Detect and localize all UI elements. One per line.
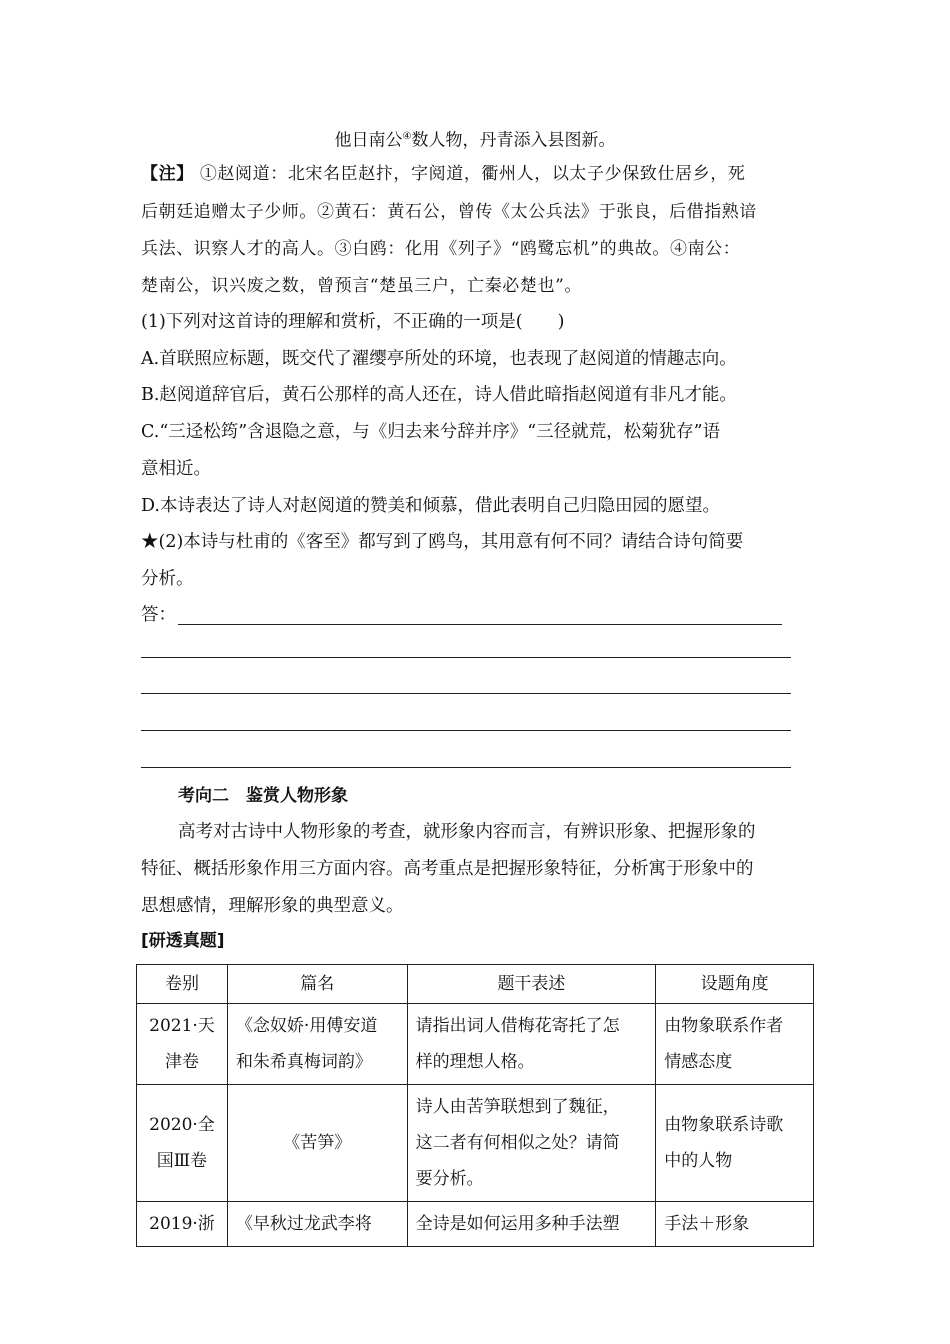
- answer-line-1[interactable]: [178, 624, 782, 625]
- answer-line-5[interactable]: [141, 767, 791, 768]
- option-c-line-2: 意相近。: [141, 459, 211, 479]
- cell-title: 《念奴娇·用傅安道 和朱希真梅词韵》: [227, 1004, 407, 1085]
- cell-title: 《早秋过龙武李将: [227, 1202, 407, 1247]
- cell-title: 《苦笋》: [227, 1085, 407, 1202]
- footnote-mark: ④: [402, 131, 412, 142]
- option-c-line-1: C.“三迳松筠”含退隐之意，与《归去来兮辞并序》“三径就荒，松菊犹存”语: [141, 422, 721, 442]
- section-para-line-2: 特征、概括形象作用三方面内容。高考重点是把握形象特征，分析寓于形象中的: [141, 859, 754, 879]
- cell-stem: 诗人由苦笋联想到了魏征， 这二者有何相似之处？请简 要分析。: [407, 1085, 656, 1202]
- answer-line-4[interactable]: [141, 730, 791, 731]
- answer-line-2[interactable]: [141, 657, 791, 658]
- option-a: A.首联照应标题，既交代了濯缨亭所处的环境，也表现了赵阅道的情趣志向。: [141, 349, 737, 369]
- section-para-line-3: 思想感情，理解形象的典型意义。: [141, 896, 404, 916]
- cell-stem: 全诗是如何运用多种手法塑: [407, 1202, 656, 1247]
- exam-table: [136, 964, 814, 1247]
- header-angle: 设题角度: [656, 965, 814, 1004]
- note-line-4: 楚南公，识兴废之数，曾预言“楚虽三户，亡秦必楚也”。: [141, 276, 582, 296]
- question-2-line-2: 分析。: [141, 569, 194, 589]
- cell-angle: 手法＋形象: [656, 1202, 814, 1247]
- table-row: [137, 1085, 814, 1202]
- answer-label: 答：: [141, 605, 176, 625]
- header-stem: 题干表述: [407, 965, 656, 1004]
- cell-angle: 由物象联系诗歌 中的人物: [656, 1085, 814, 1202]
- section-title: 考向二 鉴赏人物形象: [178, 786, 348, 806]
- table-row: [137, 1004, 814, 1085]
- option-d: D.本诗表达了诗人对赵阅道的赞美和倾慕，借此表明自己归隐田园的愿望。: [141, 496, 720, 516]
- header-title: 篇名: [227, 965, 407, 1004]
- note-line-3: 兵法、识察人才的高人。③白鸥：化用《列子》“鸥鹭忘机”的典故。④南公：: [141, 239, 741, 259]
- question-1-stem: (1)下列对这首诗的理解和赏析，不正确的一项是( ): [141, 312, 565, 332]
- note-line-1: 【注】 ①赵阅道：北宋名臣赵抃，字阅道，衢州人，以太子少保致仕居乡，死: [141, 164, 746, 184]
- header-exam: 卷别: [137, 965, 228, 1004]
- subheading: [研透真题]: [141, 931, 225, 951]
- note-tag: 【注】: [141, 164, 194, 184]
- poem-last-line: 他日南公④数人物，丹青添入县图新。: [334, 130, 616, 151]
- cell-angle: 由物象联系作者 情感态度: [656, 1004, 814, 1085]
- table-row: [137, 1202, 814, 1247]
- question-2-line-1: ★(2)本诗与杜甫的《客至》都写到了鸥鸟，其用意有何不同？请结合诗句简要: [141, 532, 744, 552]
- note-line-2: 后朝廷追赠太子少师。②黄石：黄石公，曾传《太公兵法》于张良，后借指熟谙: [141, 202, 757, 222]
- cell-stem: 请指出词人借梅花寄托了怎 样的理想人格。: [407, 1004, 656, 1085]
- cell-exam: 2019·浙: [137, 1202, 228, 1247]
- option-b: B.赵阅道辞官后，黄石公那样的高人还在，诗人借此暗指赵阅道有非凡才能。: [141, 385, 737, 405]
- table-header-row: [137, 965, 814, 1004]
- cell-exam: 2021·天 津卷: [137, 1004, 228, 1085]
- section-para-line-1: 高考对古诗中人物形象的考查，就形象内容而言，有辨识形象、把握形象的: [178, 822, 756, 842]
- cell-exam: 2020·全 国Ⅲ卷: [137, 1085, 228, 1202]
- answer-line-3[interactable]: [141, 693, 791, 694]
